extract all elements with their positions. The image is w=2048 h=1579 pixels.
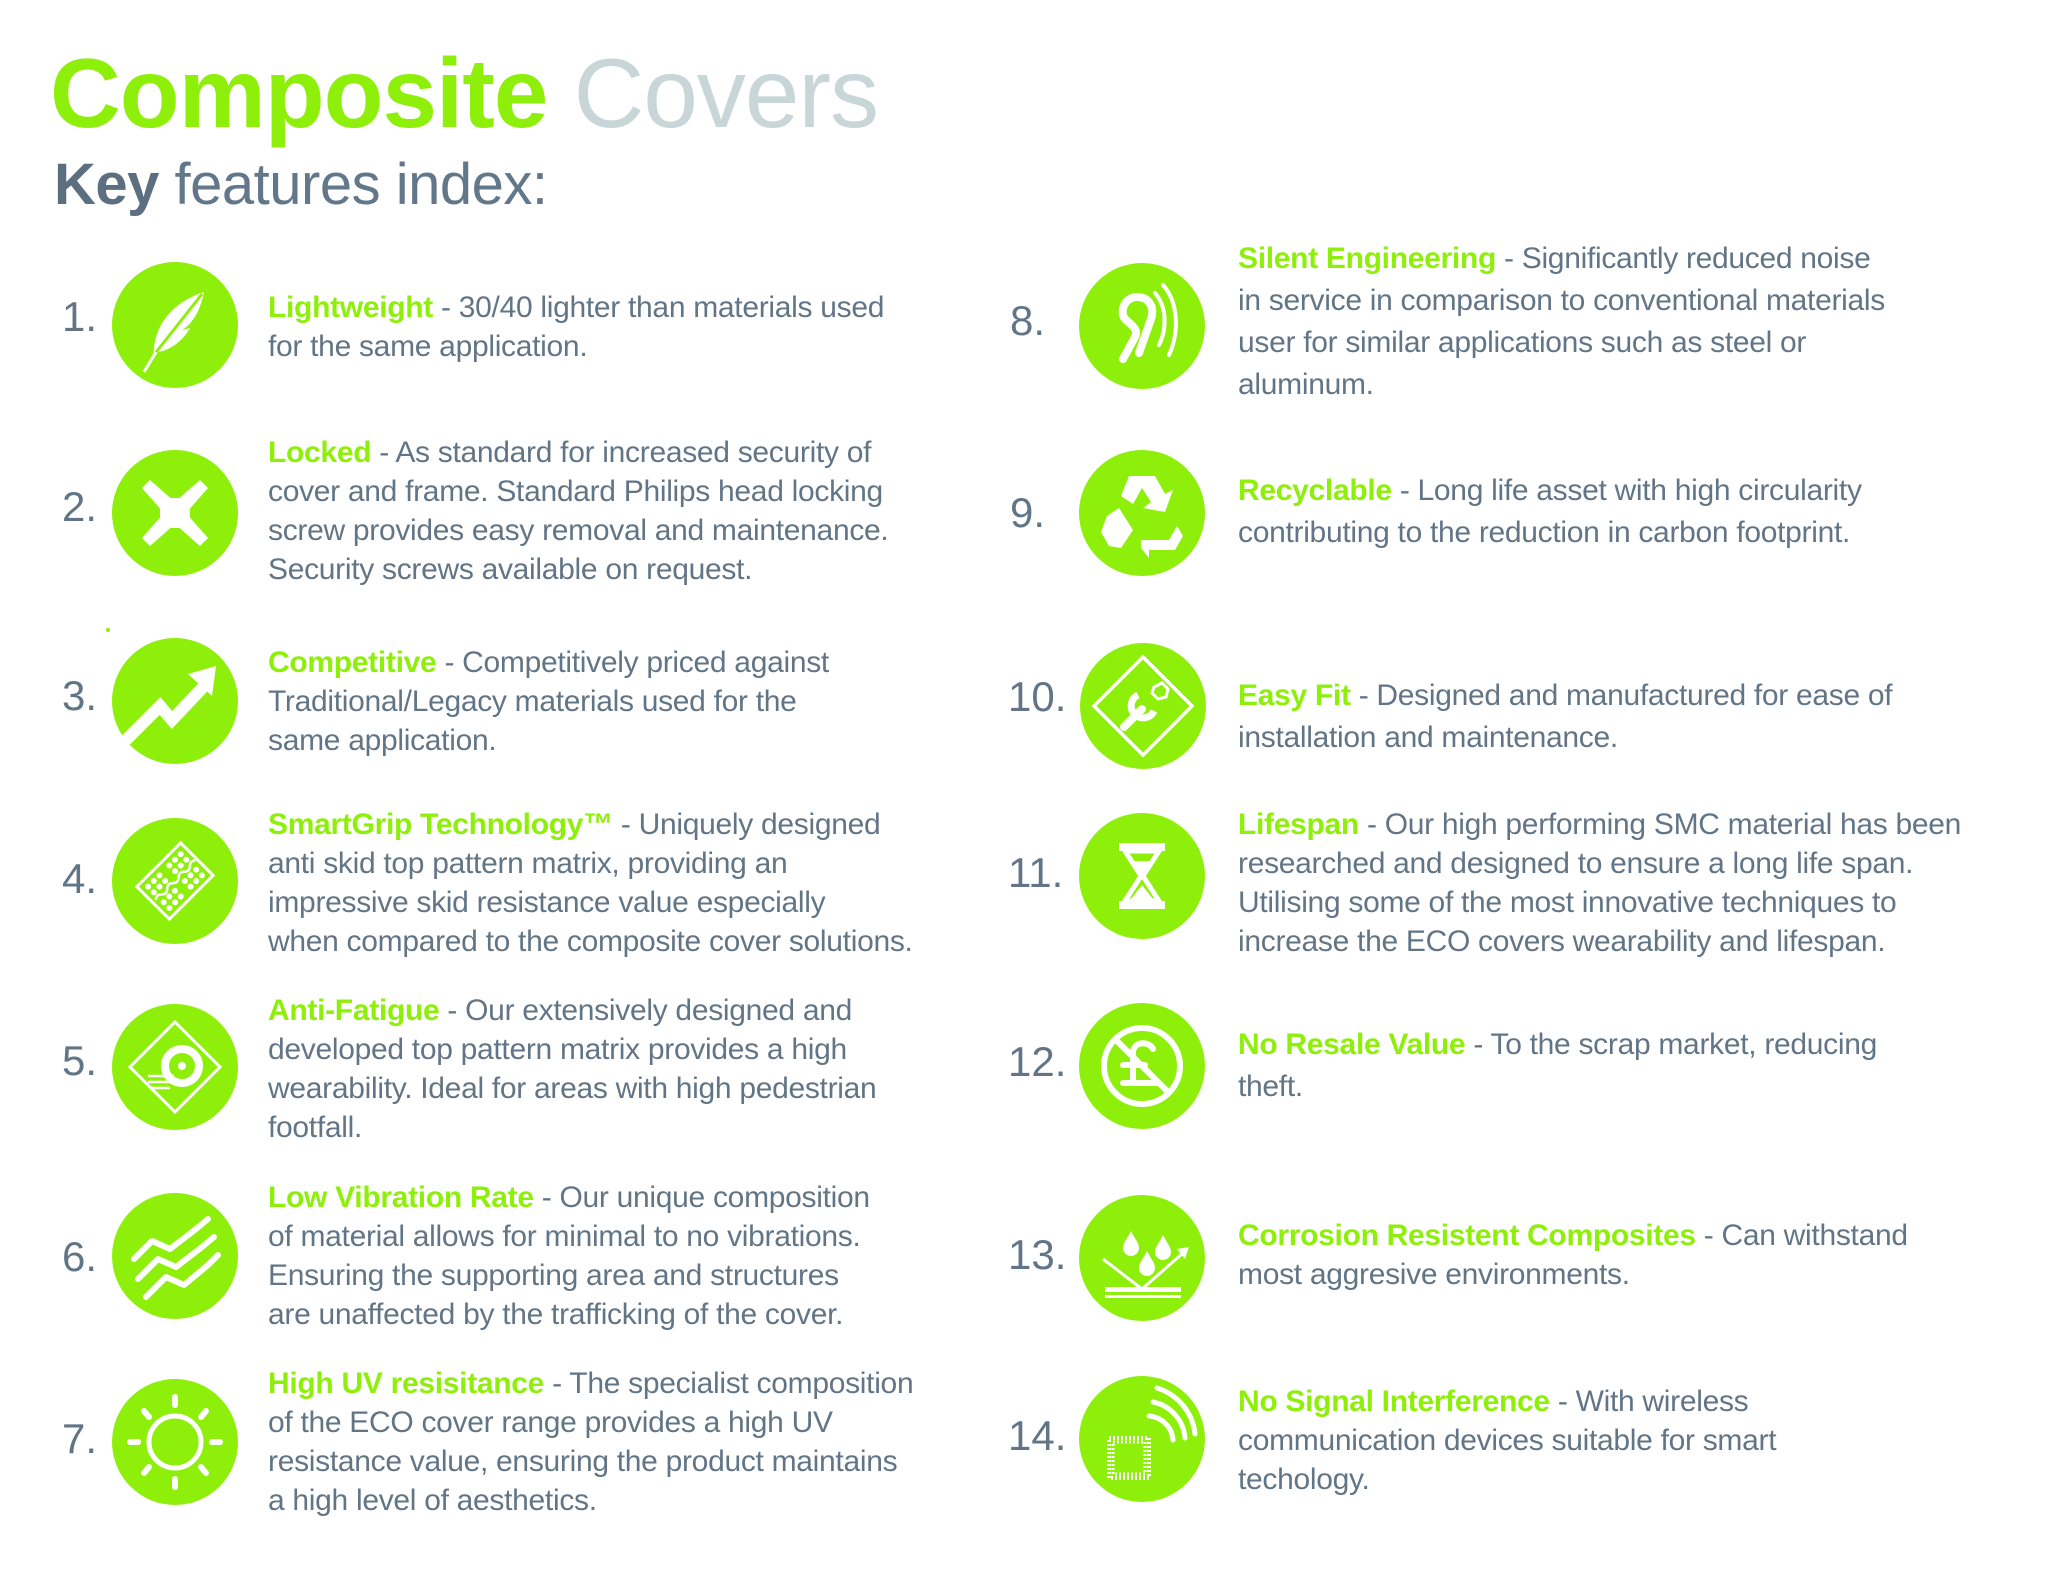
wear-diamond-icon	[112, 1004, 238, 1130]
feature-heading: No Resale Value	[1238, 1028, 1466, 1061]
feature-desc-line: - Can withstand	[1695, 1219, 1908, 1252]
feature-desc-line: - Long life asset with high circularity	[1391, 474, 1862, 507]
feature-number: 6.	[62, 1233, 98, 1280]
feature-desc-line: wearability. Ideal for areas with high pedestrian	[268, 1072, 877, 1105]
feature-text	[1238, 1216, 1908, 1294]
feature-text	[268, 1364, 913, 1520]
feature-text	[1238, 1382, 1776, 1499]
feature-desc-line: - With wireless	[1549, 1385, 1749, 1418]
hourglass-icon	[1079, 813, 1205, 939]
no-pound-icon	[1079, 1003, 1205, 1129]
feature-desc-line: - Competitively priced against	[436, 646, 829, 679]
feature-number: 2.	[62, 483, 98, 530]
feature-number: 12.	[1008, 1038, 1067, 1085]
feature-text	[1238, 675, 1892, 759]
feature-heading: Lifespan	[1238, 808, 1359, 841]
feature-desc-line: when compared to the composite cover solutions.	[268, 925, 913, 958]
subtitle-light: features index:	[174, 152, 548, 217]
feature-desc-line: developed top pattern matrix provides a high	[268, 1033, 847, 1066]
feature-desc-line: - Significantly reduced noise	[1495, 242, 1871, 275]
feature-number: 7.	[62, 1415, 98, 1462]
feature-desc-line: researched and designed to ensure a long life span.	[1238, 847, 1914, 880]
feature-number: 13.	[1008, 1231, 1067, 1278]
title-strong: Composite	[50, 38, 548, 148]
feature-desc-line: resistance value, ensuring the product maintains	[268, 1445, 898, 1478]
feature-desc-line: contributing to the reduction in carbon footprint.	[1238, 516, 1851, 549]
feature-desc-line: in service in comparison to conventional materials	[1238, 284, 1885, 317]
feature-desc-line: most aggresive environments.	[1238, 1258, 1630, 1291]
wireless-signal-icon	[1079, 1376, 1205, 1502]
feature-desc-line: footfall.	[268, 1111, 363, 1144]
feature-desc-line: screw provides easy removal and maintenance.	[268, 514, 889, 547]
feature-heading: Recyclable	[1238, 474, 1392, 507]
feature-desc-line: of the ECO cover range provides a high UV	[268, 1406, 833, 1439]
feature-number: 11.	[1008, 849, 1064, 896]
feature-desc-line: - Designed and manufactured for ease of	[1350, 679, 1893, 712]
feature-desc-line: - As standard for increased security of	[371, 436, 872, 469]
feature-desc-line: same application.	[268, 724, 497, 757]
feature-number: 1.	[62, 293, 98, 340]
feature-desc-line: - The specialist composition	[544, 1367, 914, 1400]
trend-up-arrow-icon	[112, 638, 238, 764]
feather-icon	[112, 262, 238, 388]
feature-number: 4.	[62, 855, 98, 902]
grip-pattern-icon	[112, 818, 238, 944]
feature-desc-line: cover and frame. Standard Philips head locking	[268, 475, 883, 508]
feature-desc-line: Ensuring the supporting area and structures	[268, 1259, 839, 1292]
sun-icon	[112, 1379, 238, 1505]
feature-desc-line: impressive skid resistance value especially	[268, 886, 826, 919]
feature-text	[268, 433, 888, 589]
feature-desc-line: of material allows for minimal to no vibrations.	[268, 1220, 861, 1253]
feature-desc-line: a high level of aesthetics.	[268, 1484, 597, 1517]
feature-text	[1238, 1024, 1877, 1108]
title-light: Covers	[573, 38, 879, 148]
feature-heading: Easy Fit	[1238, 679, 1351, 712]
feature-desc-line: installation and maintenance.	[1238, 721, 1618, 754]
feature-desc-line: aluminum.	[1238, 368, 1374, 401]
feature-number: 3.	[62, 672, 98, 719]
feature-text	[268, 643, 829, 760]
feature-desc-line: for the same application.	[268, 330, 588, 363]
feature-heading: No Signal Interference	[1238, 1385, 1550, 1418]
ear-sound-icon	[1079, 263, 1205, 389]
feature-heading: Locked	[268, 436, 372, 469]
feature-text	[1238, 470, 1862, 554]
vibration-waves-icon	[112, 1193, 238, 1319]
feature-desc-line: techology.	[1238, 1463, 1370, 1496]
page-title	[50, 38, 878, 148]
feature-text	[268, 991, 876, 1147]
feature-heading: SmartGrip Technology™	[268, 808, 613, 841]
feature-number: 14.	[1008, 1412, 1067, 1459]
feature-desc-line: user for similar applications such as steel or	[1238, 326, 1807, 359]
feature-text	[1238, 238, 1885, 406]
feature-desc-line: communication devices suitable for smart	[1238, 1424, 1777, 1457]
subtitle-strong: Key	[54, 152, 159, 217]
feature-text	[1238, 805, 1961, 961]
feature-number: 10.	[1008, 673, 1067, 720]
feature-desc-line: Security screws available on request.	[268, 553, 753, 586]
feature-heading: Competitive	[268, 646, 437, 679]
feature-desc-line: - Our unique composition	[533, 1181, 870, 1214]
feature-desc-line: - To the scrap market, reducing	[1465, 1028, 1878, 1061]
feature-text	[268, 288, 884, 366]
feature-heading: High UV resisitance	[268, 1367, 545, 1400]
feature-desc-line: - Uniquely designed	[612, 808, 881, 841]
feature-desc-line: theft.	[1238, 1070, 1303, 1103]
feature-text	[268, 805, 913, 961]
feature-desc-line: increase the ECO covers wearability and lifespan.	[1238, 925, 1886, 958]
feature-text	[268, 1178, 870, 1334]
feature-desc-line: are unaffected by the trafficking of the cover.	[268, 1298, 844, 1331]
feature-heading: Low Vibration Rate	[268, 1181, 534, 1214]
recycle-icon	[1079, 450, 1205, 576]
feature-heading: Silent Engineering	[1238, 242, 1496, 275]
feature-desc-line: - Our high performing SMC material has been	[1358, 808, 1962, 841]
feature-number: 5.	[62, 1037, 98, 1084]
feature-number: 8.	[1010, 297, 1046, 344]
feature-desc-line: - 30/40 lighter than materials used	[433, 291, 885, 324]
feature-number: 9.	[1010, 489, 1046, 536]
screw-head-icon	[112, 450, 238, 576]
feature-desc-line: Traditional/Legacy materials used for the	[268, 685, 797, 718]
page-subtitle	[54, 150, 548, 220]
feature-heading: Corrosion Resistent Composites	[1238, 1219, 1696, 1252]
corrosion-droplets-icon	[1079, 1195, 1205, 1321]
feature-desc-line: Utilising some of the most innovative techniques to	[1238, 886, 1897, 919]
feature-desc-line: - Our extensively designed and	[439, 994, 852, 1027]
feature-desc-line: anti skid top pattern matrix, providing an	[268, 847, 788, 880]
feature-heading: Lightweight	[268, 291, 433, 324]
stray-dot	[106, 628, 110, 632]
wrench-diamond-icon	[1080, 643, 1206, 769]
feature-heading: Anti-Fatigue	[268, 994, 440, 1027]
